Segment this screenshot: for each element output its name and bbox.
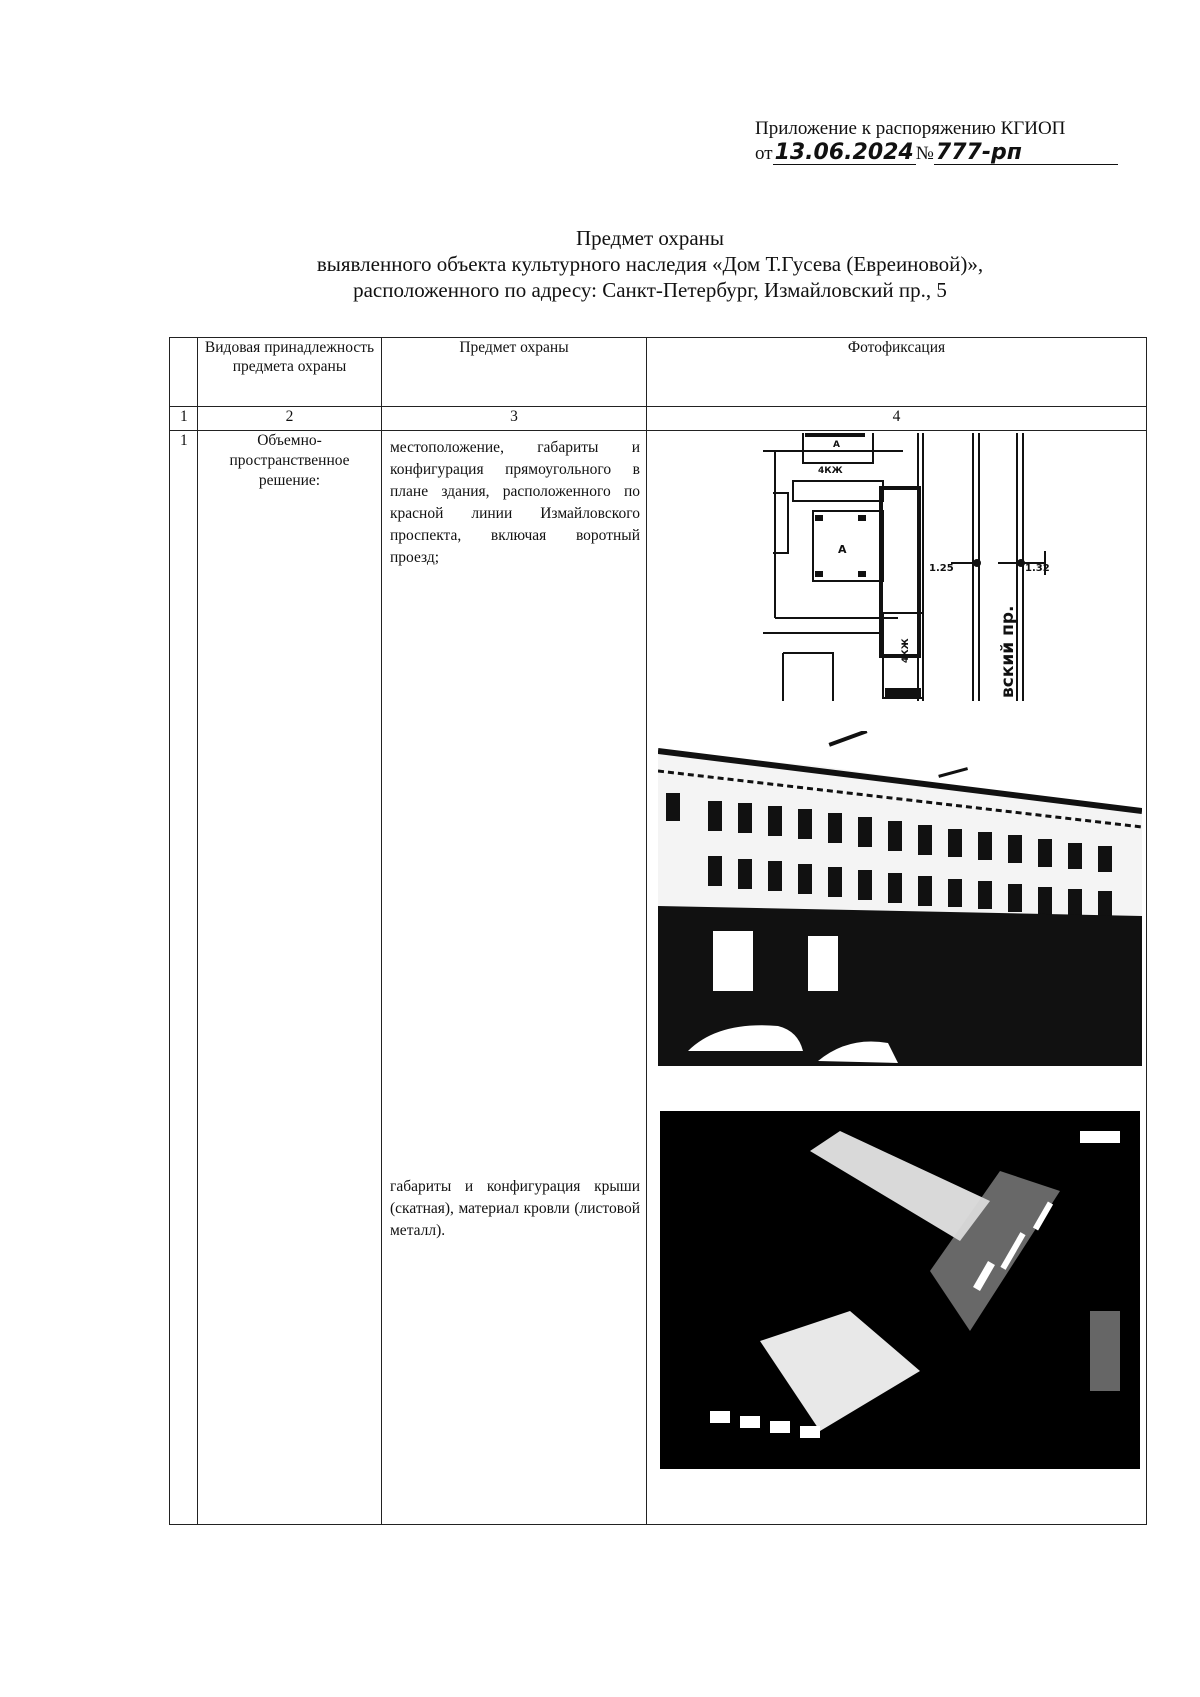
header-cell-category: Видовая принадлежность предмета охраны [198, 338, 382, 407]
date-prefix: от [755, 143, 773, 164]
order-reference [755, 142, 1118, 165]
column-number-3: 3 [382, 407, 647, 431]
order-number: 777-рп [934, 142, 1118, 165]
appendix-line: Приложение к распоряжению КГИОП [755, 118, 1066, 139]
site-plan-image [763, 433, 1065, 701]
row-number: 1 [170, 431, 198, 1525]
category-cell: Объемно-пространственное решение: [198, 431, 382, 1525]
number-prefix: № [915, 143, 934, 164]
facade-photo [658, 731, 1142, 1077]
map-street-label: вский пр. [998, 605, 1018, 698]
protection-table [169, 337, 1147, 1525]
title-line-2: выявленного объекта культурного наследия «Дом Т.Гусева (Евреиновой)», [316, 252, 984, 276]
document-title [0, 225, 1200, 303]
document-header [755, 118, 1118, 165]
photo-cell [647, 431, 1147, 1525]
column-number-row [170, 407, 1147, 431]
aerial-roof-photo [660, 1111, 1140, 1469]
column-number-2: 2 [198, 407, 382, 431]
header-cell-subject: Предмет охраны [382, 338, 647, 407]
map-floors-1: 4КЖ [818, 466, 843, 476]
title-line-3: расположенного по адресу: Санкт-Петербург, Измайловский пр., 5 [353, 278, 947, 302]
map-mark-2: 1.32 [1025, 563, 1050, 574]
map-mark-1: 1.25 [929, 563, 954, 574]
table-row [170, 431, 1147, 1525]
header-cell-photo: Фотофиксация [647, 338, 1147, 407]
subject-cell [382, 431, 647, 1525]
map-label-a2: А [838, 543, 847, 556]
column-number-1: 1 [170, 407, 198, 431]
title-line-1: Предмет охраны [575, 226, 725, 250]
map-label-a1: А [833, 440, 840, 450]
map-floors-2: 4КЖ [901, 638, 911, 663]
subject-roof: габариты и конфигурация крыши (скатная), материал кровли (листовой металл). [390, 1178, 640, 1239]
table-header-row [170, 338, 1147, 407]
order-date: 13.06.2024 [774, 140, 914, 165]
subject-location: местоположение, габариты и конфигурация прямоугольного в плане здания, расположенного по красной линии Измайловского проспекта, включая воротный проезд; [390, 439, 640, 566]
header-cell-blank [170, 338, 198, 407]
column-number-4: 4 [647, 407, 1147, 431]
